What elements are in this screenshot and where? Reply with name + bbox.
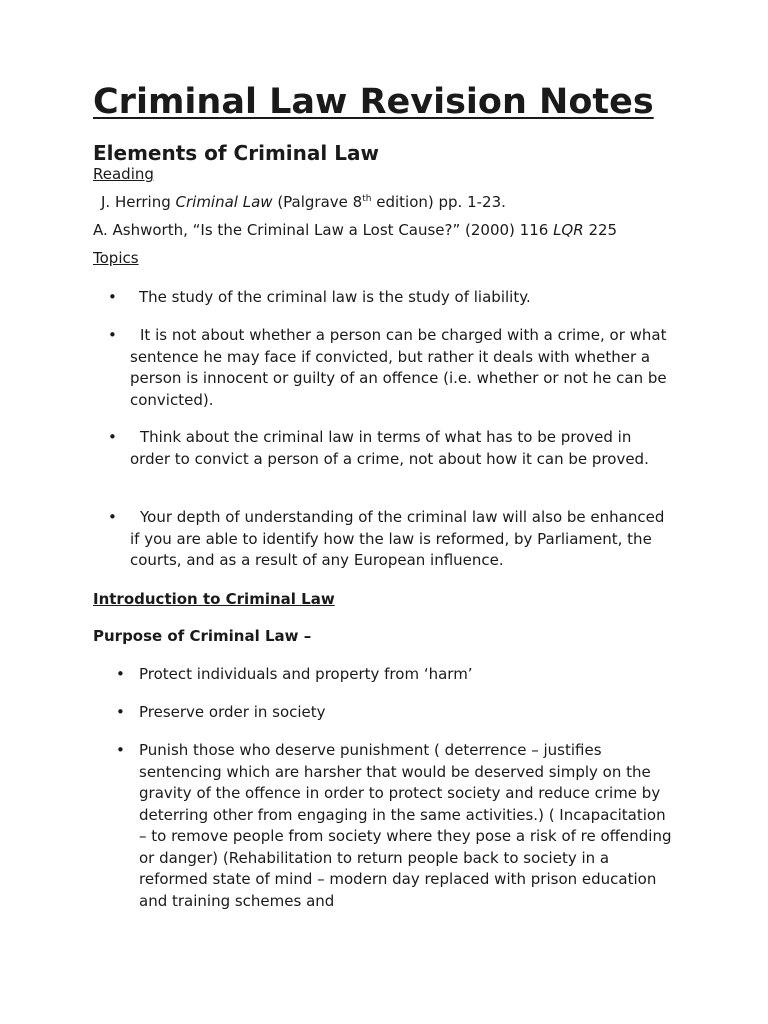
reading-label: Reading <box>93 165 154 183</box>
ref-superscript: th <box>362 194 372 204</box>
topic-item: Your depth of understanding of the criminal law will also be enhanced if you are able to identify how the law is reformed, by Parliament, the courts, and as a result of any European influence. <box>130 508 665 569</box>
bullet-icon: • <box>116 741 125 759</box>
ref-text: 225 <box>583 221 618 239</box>
reading-reference-herring <box>101 192 506 213</box>
ref-text: J. Herring <box>101 193 176 211</box>
section-heading-elements: Elements of Criminal Law <box>93 141 379 165</box>
ref-text: A. Ashworth, “Is the Criminal Law a Lost Cause?” (2000) 116 <box>93 221 554 239</box>
topic-item: Think about the criminal law in terms of what has to be proved in order to convict a person of a crime, not about how it can be proved. <box>130 428 649 468</box>
purpose-item: Protect individuals and property from ‘harm’ <box>139 665 473 683</box>
bullet-icon: • <box>108 508 117 526</box>
bullet-icon: • <box>116 703 125 721</box>
topics-label: Topics <box>93 249 139 267</box>
purpose-item: Punish those who deserve punishment ( deterrence – justifies sentencing which are harsher that would be deserved simply on the gravity of the offence in order to protect society and reduce crime by deterring other from engaging in the same activities.) ( Incapacitation – to remove people from society where they pose a risk of re offending or danger) (Rehabilitation to return people back to society in a reformed state of mind – modern day replaced with prison education and training schemes and <box>139 741 672 910</box>
ref-book-title: Criminal Law <box>175 193 273 211</box>
ref-text: edition) pp. 1-23. <box>371 193 506 211</box>
reading-reference-ashworth <box>93 220 617 241</box>
purpose-item: Preserve order in society <box>139 703 326 721</box>
bullet-icon: • <box>108 288 117 306</box>
ref-text: (Palgrave 8 <box>272 193 363 211</box>
purpose-subheading: Purpose of Criminal Law – <box>93 627 312 645</box>
bullet-icon: • <box>116 665 125 683</box>
bullet-icon: • <box>108 326 117 344</box>
topic-item: It is not about whether a person can be charged with a crime, or what sentence he may face if convicted, but rather it deals with whether a person is innocent or guilty of an offence (i.e. whether or not he can be convicted). <box>130 326 667 409</box>
topic-item: The study of the criminal law is the study of liability. <box>139 288 531 306</box>
section-heading-introduction: Introduction to Criminal Law <box>93 590 335 608</box>
bullet-icon: • <box>108 428 117 446</box>
ref-journal: LQR <box>553 221 584 239</box>
page-title: Criminal Law Revision Notes <box>93 82 654 122</box>
